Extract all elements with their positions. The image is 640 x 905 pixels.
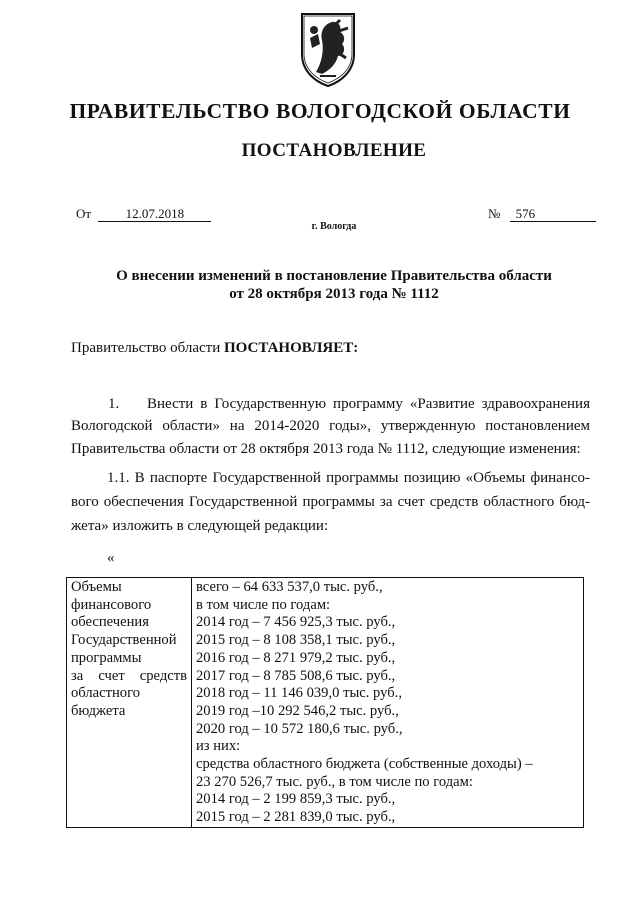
value-line: 2018 год – 11 146 039,0 тыс. руб.,	[196, 685, 402, 702]
item1-line2: Вологодской области» на 2014-2020 годы», утвержденную постановлением	[71, 418, 590, 434]
value-line: 23 270 526,7 тыс. руб., в том числе по годам:	[196, 773, 473, 790]
label-line: Объемы	[71, 579, 122, 595]
document-type-heading: ПОСТАНОВЛЕНИЕ	[241, 140, 427, 161]
label-line: обеспечения	[71, 614, 149, 631]
item1-line3: Правительства области от 28 октября 2013 года № 1112, следующие изменения:	[71, 441, 581, 457]
table-row	[67, 578, 584, 828]
document-date: 12.07.2018	[98, 206, 211, 222]
item1-1-line2: вого обеспечения Государственной программы за счет средств областного бюд-	[71, 494, 590, 510]
financing-values-cell	[192, 578, 584, 828]
value-line: 2014 год – 7 456 925,3 тыс. руб.,	[196, 614, 396, 631]
preamble	[71, 340, 358, 357]
item1-1-line3: жета» изложить в следующей редакции:	[71, 518, 329, 534]
value-line: 2015 год – 8 108 358,1 тыс. руб.,	[196, 632, 396, 649]
label-line: финансового	[71, 596, 152, 613]
value-line: 2016 год – 8 271 979,2 тыс. руб.,	[196, 649, 396, 666]
opening-quote: «	[107, 550, 115, 566]
preamble-verb: ПОСТАНОВЛЯЕТ:	[223, 340, 359, 356]
financing-table	[66, 577, 584, 828]
value-line: 2017 год – 8 785 508,6 тыс. руб.,	[196, 667, 396, 684]
city: г. Вологда	[311, 221, 357, 232]
government-heading: ПРАВИТЕЛЬСТВО ВОЛОГОДСКОЙ ОБЛАСТИ	[69, 99, 571, 123]
label-line: за счет средств	[71, 667, 187, 684]
document-title-line2: от 28 октября 2013 года № 1112	[229, 286, 439, 302]
value-line: 2019 год –10 292 546,2 тыс. руб.,	[196, 702, 399, 719]
label-line: Государственной	[71, 632, 177, 649]
date-prefix: От	[76, 206, 92, 221]
date-line	[76, 206, 211, 222]
value-line: в том числе по годам:	[196, 596, 331, 613]
value-line: средства областного бюджета (собственные доходы) –	[196, 756, 533, 773]
number-line	[488, 206, 596, 222]
item1-line1: Внести в Государственную программу «Развитие здравоохранения	[147, 396, 590, 412]
value-line: 2014 год – 2 199 859,3 тыс. руб.,	[196, 791, 396, 808]
value-line: всего – 64 633 537,0 тыс. руб.,	[196, 579, 383, 595]
document-title-line1: О внесении изменений в постановление Правительства области	[116, 268, 552, 284]
value-line: 2020 год – 10 572 180,6 тыс. руб.,	[196, 720, 403, 737]
label-line: программы	[71, 649, 142, 666]
value-line: 2015 год – 2 281 839,0 тыс. руб.,	[196, 809, 396, 826]
financing-label-cell	[67, 578, 192, 828]
label-line: бюджета	[71, 702, 126, 719]
item1-number: 1.	[108, 396, 120, 412]
item1-1-line1: 1.1. В паспорте Государственной программы позицию «Объемы финансо-	[107, 470, 590, 486]
value-line: из них:	[196, 738, 241, 755]
number-prefix: №	[488, 206, 501, 221]
label-line: областного	[71, 685, 140, 702]
document-number: 576	[510, 206, 596, 222]
coat-of-arms-emblem	[296, 10, 360, 88]
preamble-subject: Правительство области	[71, 340, 221, 356]
